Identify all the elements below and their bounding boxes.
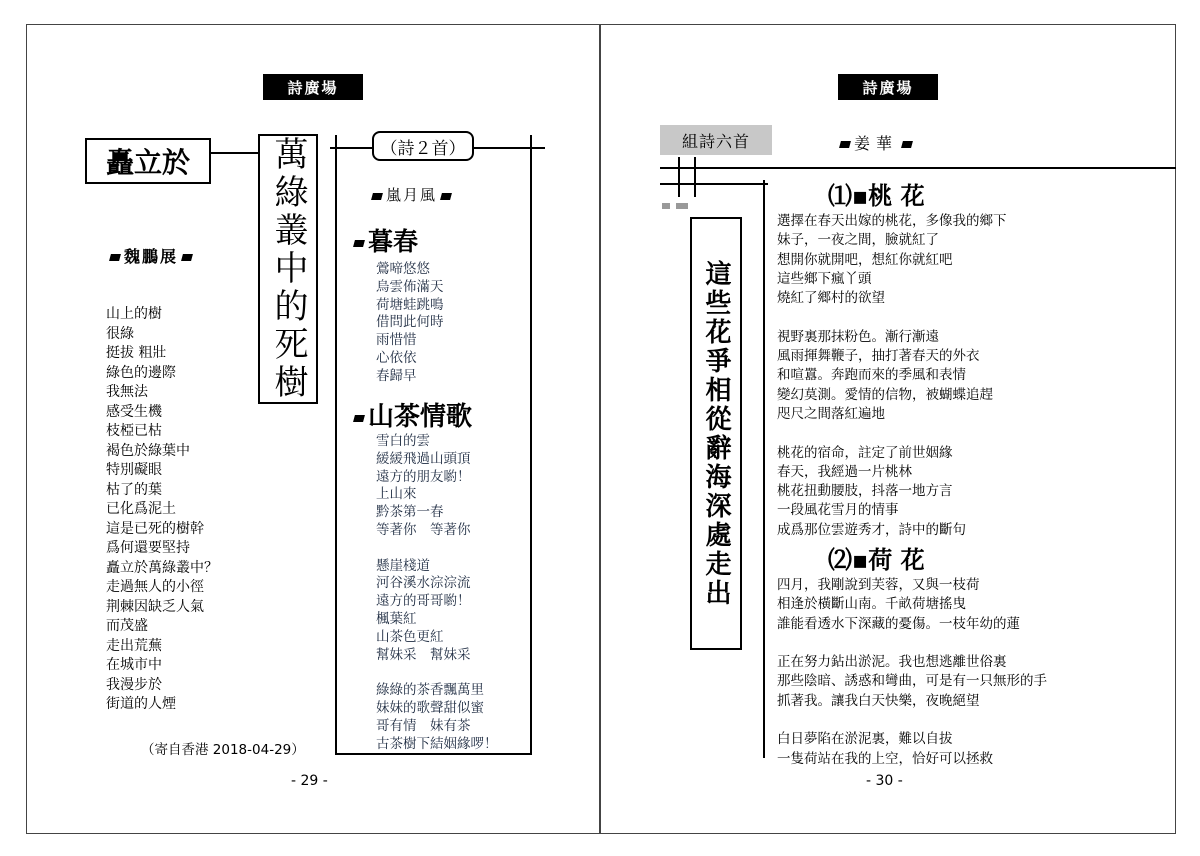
section2-body: 四月，我剛說到芙蓉，又與一枝荷 相逢於橫斷山南。千畝荷塘搖曳 誰能看透水下深藏的憂傷。一枝年幼的蓮 正在努力鉆出淤泥。我也想逃離世俗裏 那些陰暗、誘惑和彎曲，可是有一只無形的手 抓著我。讓我白天快樂，夜晚絕望 白日夢陷在淤泥裏，難以自拔 一隻荷站在我的上空，恰好可以拯救: [777, 577, 1047, 767]
poem-note: （寄自香港 2018-04-29）: [141, 742, 305, 758]
right-author: [836, 131, 916, 154]
sidebar-left-rule: [335, 135, 337, 755]
right-page-number: - 30 -: [866, 773, 903, 789]
sidebar-label: （詩２首）: [380, 138, 466, 159]
right-section-header: 詩廣場: [838, 74, 938, 100]
poem1-title: [350, 222, 418, 258]
right-author-name: 姜華: [854, 134, 899, 153]
poem2-title: [350, 396, 472, 433]
title-box-part2: [258, 134, 318, 404]
deco-block-b: [676, 203, 688, 209]
section2-title: ⑵▪荷 花: [828, 545, 925, 574]
sidebar-label-box: [372, 131, 474, 161]
right-title-box: [690, 217, 742, 650]
title-box-part1: [85, 138, 211, 184]
sidebar-author-name: 嵐月風: [386, 186, 438, 204]
sidebar-author: [368, 184, 455, 205]
left-author-name: 魏鵬展: [124, 247, 179, 266]
right-deco-rule-a: [678, 157, 680, 197]
title-part2: 萬綠叢中的死樹: [268, 136, 308, 402]
connector-line: [211, 152, 259, 154]
left-page-number: - 29 -: [291, 773, 328, 789]
poem1-body: 鶯啼悠悠 烏雲佈滿天 荷塘蛙跳鳴 借問此何時 雨惜惜 心依依 春歸早: [376, 261, 444, 384]
title-part1: 矗立於: [105, 146, 190, 179]
sidebar-right-rule: [530, 135, 532, 755]
right-deco-rule-b: [694, 157, 696, 197]
main-poem: 山上的樹 很綠 挺拔 粗壯 綠色的邊際 我無法 感受生機 枝椏已枯 褐色於綠葉中 特別礙眼 枯了的葉 已化爲泥土 這是已死的樹幹 爲何還要堅持 矗立於萬綠叢中？ 走過無人的小徑 荆棘因缺乏人氣 而茂盛 走出荒蕪 在城市中 我漫步於 街道的人煙: [106, 306, 218, 712]
poem2-title-text: 山茶情歌: [368, 402, 473, 432]
right-top-rule: [660, 167, 1176, 169]
series-label: 組詩六首: [660, 125, 772, 155]
section1-body: 選擇在春天出嫁的桃花，多像我的鄉下 妹子，一夜之間，臉就紅了 想開你就開吧，想紅你就紅吧 這些鄉下瘋丫頭 燒紅了鄉村的欲望 視野裏那抹粉色。漸行漸遠 風雨揮舞鞭子，抽打著春天的外衣 和喧囂。奔跑而來的季風和表情 變幻莫測。愛情的信物，被蝴蝶追趕 咫尺之間落紅遍地 桃花的宿命，註定了前世姻緣 春天，我經過一片桃林 桃花扭動腰肢，抖落一地方言 一段風花雪月的情事 成爲那位雲遊秀才，詩中的斷句: [777, 213, 1007, 538]
right-second-rule: [660, 183, 768, 185]
left-section-header: 詩廣場: [263, 74, 363, 100]
deco-block-a: [662, 203, 670, 209]
poem1-title-text: 暮春: [368, 227, 419, 256]
right-title: 這些花爭相從辭海深處走出: [701, 259, 731, 608]
poem2-body: 雪白的雲 緩緩飛過山頭頂 遠方的朋友喲！ 上山來 黔茶第一春 等著你 等著你 懸崖棧道 河谷溪水淙淙流 遠方的哥哥喲！ 楓葉紅 山茶色更紅 幫妹采 幫妹采 綠綠的茶香飄萬里 妹妹的歌聲甜似蜜 哥有情 妹有茶 古茶樹下結姻緣啰！: [376, 433, 498, 752]
section1-title: ⑴▪桃 花: [828, 181, 925, 210]
right-vertical-rule: [763, 180, 765, 758]
left-author: [106, 244, 196, 267]
